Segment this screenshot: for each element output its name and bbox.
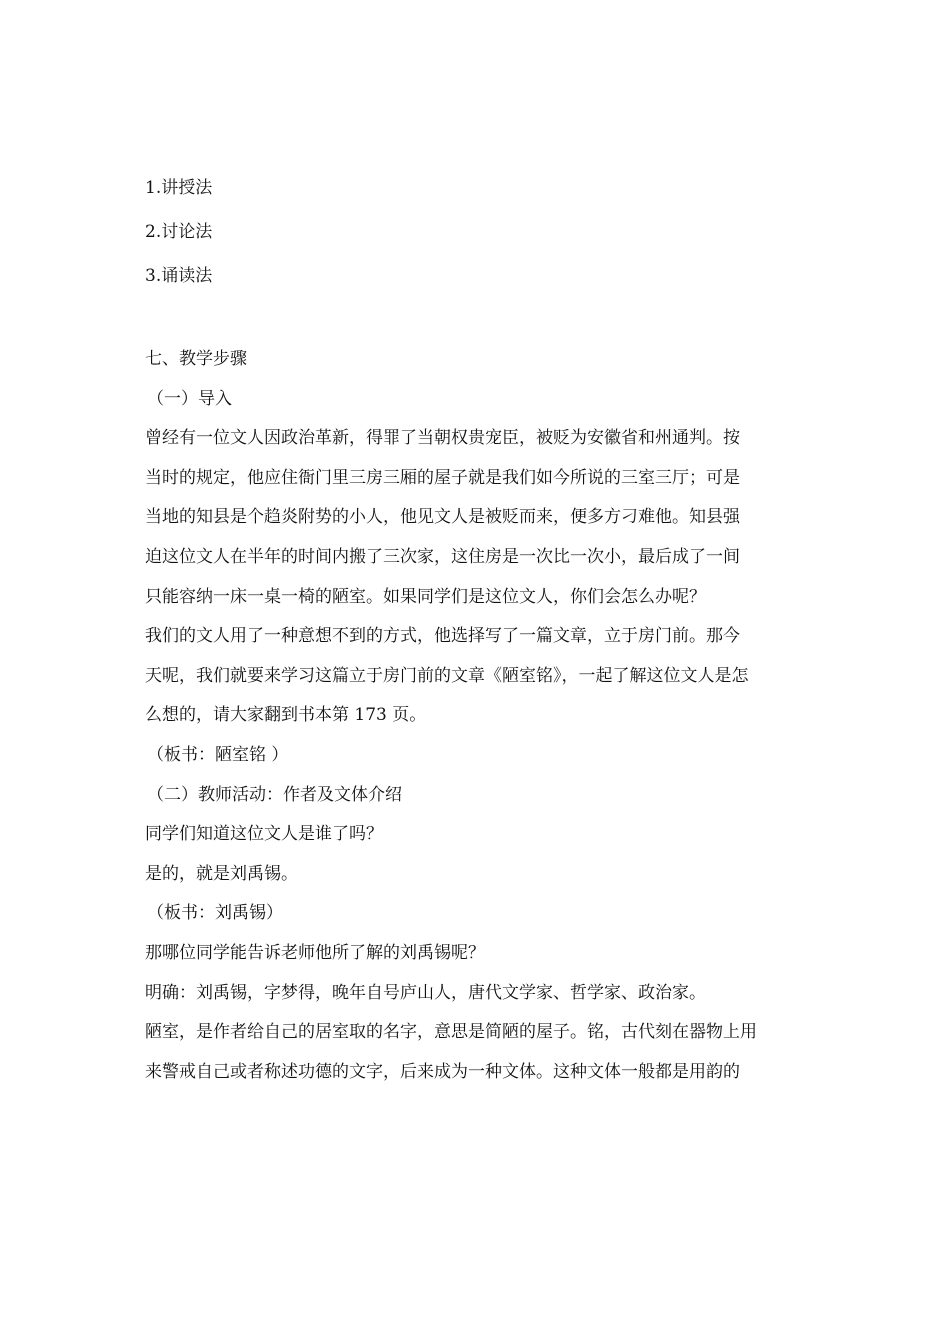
paragraph-line: 当地的知县是个趋炎附势的小人，他见文人是被贬而来，便多方刁难他。知县强 (145, 507, 740, 528)
paragraph-line: 当时的规定，他应住衙门里三房三厢的屋子就是我们如今所说的三室三厅；可是 (145, 467, 740, 488)
section-heading: 七、教学步骤 (145, 349, 247, 369)
paragraph-line: 天呢，我们就要来学习这篇立于房门前的文章《陋室铭》，一起了解这位文人是怎 (145, 665, 749, 686)
paragraph-line: 曾经有一位文人因政治革新，得罪了当朝权贵宠臣，被贬为安徽省和州通判。按 (145, 428, 740, 449)
paragraph-line: 那哪位同学能告诉老师他所了解的刘禹锡呢？ (145, 942, 485, 963)
teaching-steps-section (145, 340, 815, 1092)
paragraph-line: 么想的，请大家翻到书本第 173 页。 (145, 705, 427, 726)
blackboard-note: （板书：陋室铭 ） (147, 744, 289, 765)
blackboard-note: （板书：刘禹锡） (147, 903, 283, 924)
paragraph-line: 来警戒自己或者称述功德的文字，后来成为一种文体。这种文体一般都是用韵的 (145, 1061, 740, 1082)
paragraph-line: 我们的文人用了一种意想不到的方式，他选择写了一篇文章，立于房门前。那今 (145, 626, 740, 647)
subsection-heading: （二）教师活动：作者及文体介绍 (147, 784, 402, 805)
paragraph-line: 陋室，是作者给自己的居室取的名字，意思是简陋的屋子。铭，古代刻在器物上用 (145, 1022, 757, 1043)
paragraph-line: 明确：刘禹锡，字梦得，晚年自号庐山人，唐代文学家、哲学家、政治家。 (145, 982, 706, 1003)
method-item: 1.讲授法 (145, 178, 213, 198)
paragraph-line: 迫这位文人在半年的时间内搬了三次家，这住房是一次比一次小，最后成了一间 (145, 546, 740, 567)
method-item: 3.诵读法 (145, 266, 213, 286)
subsection-heading: （一）导入 (147, 388, 232, 409)
teaching-methods-list (145, 166, 815, 298)
method-item: 2.讨论法 (145, 222, 213, 242)
paragraph-line: 只能容纳一床一桌一椅的陋室。如果同学们是这位文人，你们会怎么办呢？ (145, 586, 706, 607)
paragraph-line: 是的，就是刘禹锡。 (145, 863, 298, 884)
paragraph-line: 同学们知道这位文人是谁了吗？ (145, 824, 383, 845)
